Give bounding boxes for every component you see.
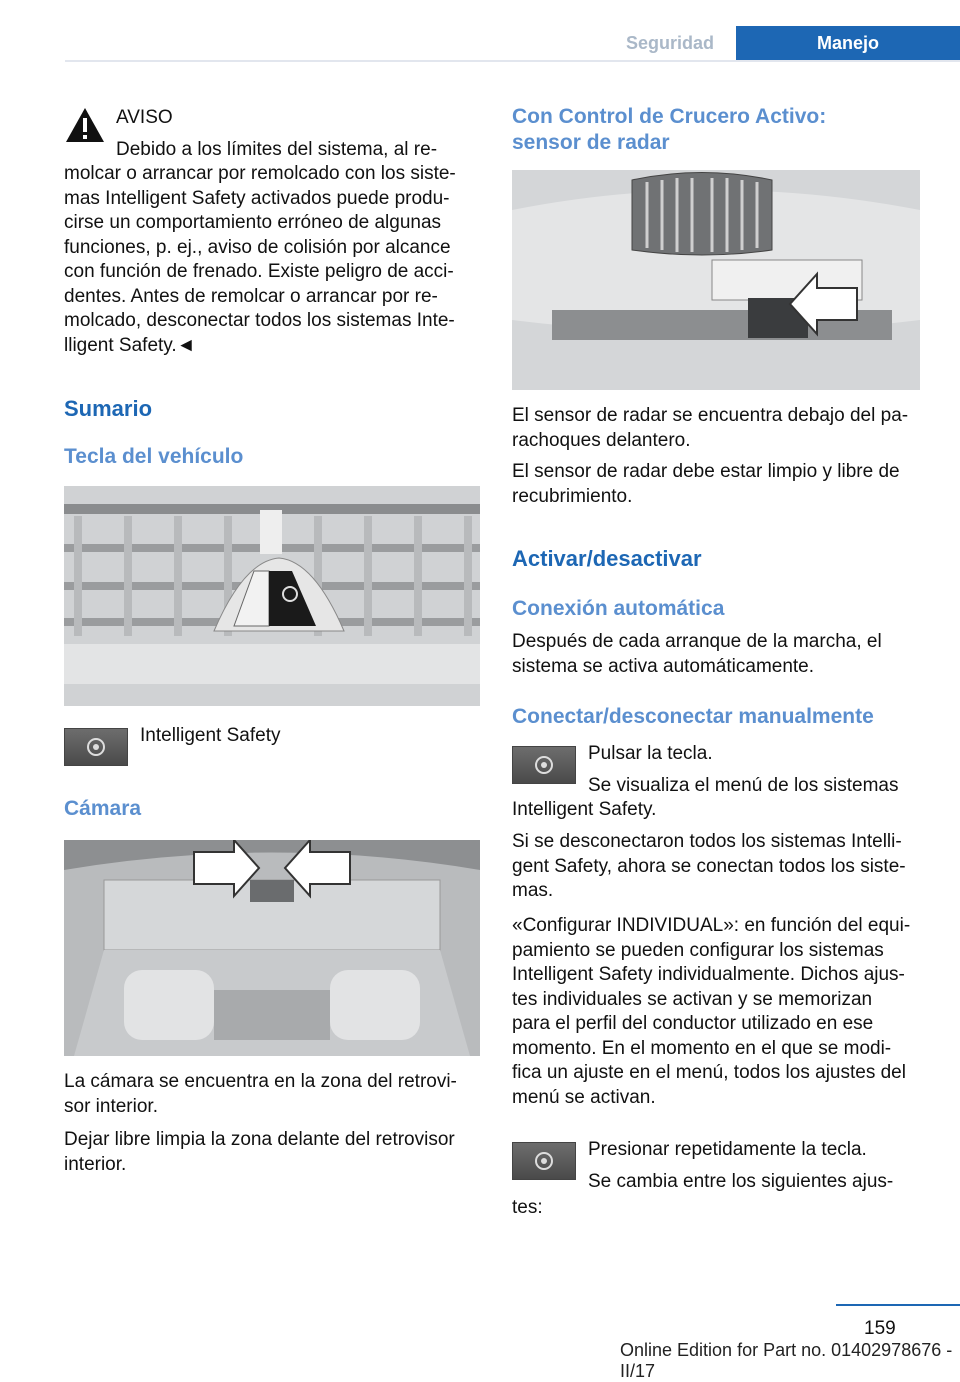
- heading-sumario: Sumario: [64, 396, 153, 421]
- step-1: Pulsar la tecla.: [588, 743, 713, 764]
- step-2-detail-cont: tes:: [512, 1197, 543, 1218]
- edition-text: Online Edition for Part no. 01402978676 - II/17: [620, 1340, 953, 1381]
- radar-sensor-image: [512, 170, 920, 390]
- page-number: 159: [864, 1318, 896, 1339]
- camara-paragraph-1: La cámara se encuentra en la zona del retrovi- sor interior.: [64, 1071, 457, 1117]
- warning-triangle-icon: [64, 106, 106, 144]
- warning-body: molcar o arrancar por remolcado con los siste- mas Intelligent Safety activados puede produ- cirse un comportamiento erróneo de algunas funciones, p. ej., aviso de colisión por alcance con función de frenado. Existe peligro de acci- dentes. Antes de remolcar o arrancar por re- molcado, desconectar todos los sistemas Inte- lligent Safety.◄: [64, 163, 456, 356]
- heading-activar: Activar/desactivar: [512, 546, 702, 571]
- tab-manejo[interactable]: Manejo: [736, 26, 960, 60]
- heading-tecla: Tecla del vehículo: [64, 445, 244, 468]
- radar-paragraph-2: El sensor de radar debe estar limpio y libre de recubrimiento.: [512, 461, 900, 507]
- paragraph-config: «Configurar INDIVIDUAL»: en función del equi- pamiento se pueden configurar los sistemas Intelligent Safety individualmente. Dichos ajus- tes individuales se activan y se memorizan para el perfil del conductor utilizado en ese momento. En el momento en el que se modi- fica un ajuste en el menú, todos los ajustes del menú se activan.: [512, 915, 911, 1108]
- step-2: Presionar repetidamente la tecla.: [588, 1139, 867, 1160]
- paragraph-si: Si se desconectaron todos los sistemas Intelli- gent Safety, ahora se conectan todos los siste- mas.: [512, 831, 906, 901]
- heading-manual: Conectar/desconectar manualmente: [512, 705, 874, 728]
- heading-camara: Cámara: [64, 797, 142, 820]
- radar-paragraph-1: El sensor de radar se encuentra debajo del pa- rachoques delantero.: [512, 405, 909, 451]
- step-1-detail-cont: Intelligent Safety.: [512, 799, 657, 820]
- camera-image: [64, 840, 480, 1056]
- footer-rule: [836, 1304, 960, 1306]
- step-2-detail: Se cambia entre los siguientes ajus-: [588, 1171, 894, 1192]
- conexion-paragraph: Después de cada arranque de la marcha, el sistema se activa automáticamente.: [512, 631, 882, 677]
- heading-acc-radar: Con Control de Crucero Activo: sensor de radar: [512, 105, 827, 154]
- tab-seguridad[interactable]: Seguridad: [625, 33, 714, 53]
- warning-first-line: Debido a los límites del sistema, al re-: [116, 139, 438, 160]
- safety-key-icon-2: [512, 1142, 576, 1180]
- camara-paragraph-2: Dejar libre limpia la zona delante del retrovisor interior.: [64, 1129, 455, 1175]
- vehicle-button-image: [64, 486, 480, 706]
- step-1-detail: Se visualiza el menú de los sistemas: [588, 775, 899, 796]
- button-caption: Intelligent Safety: [140, 725, 281, 746]
- intelligent-safety-key-icon: [64, 728, 128, 766]
- safety-key-icon: [512, 746, 576, 784]
- heading-conexion: Conexión automática: [512, 597, 725, 620]
- header-rule: [65, 60, 960, 62]
- warning-title: AVISO: [116, 107, 173, 128]
